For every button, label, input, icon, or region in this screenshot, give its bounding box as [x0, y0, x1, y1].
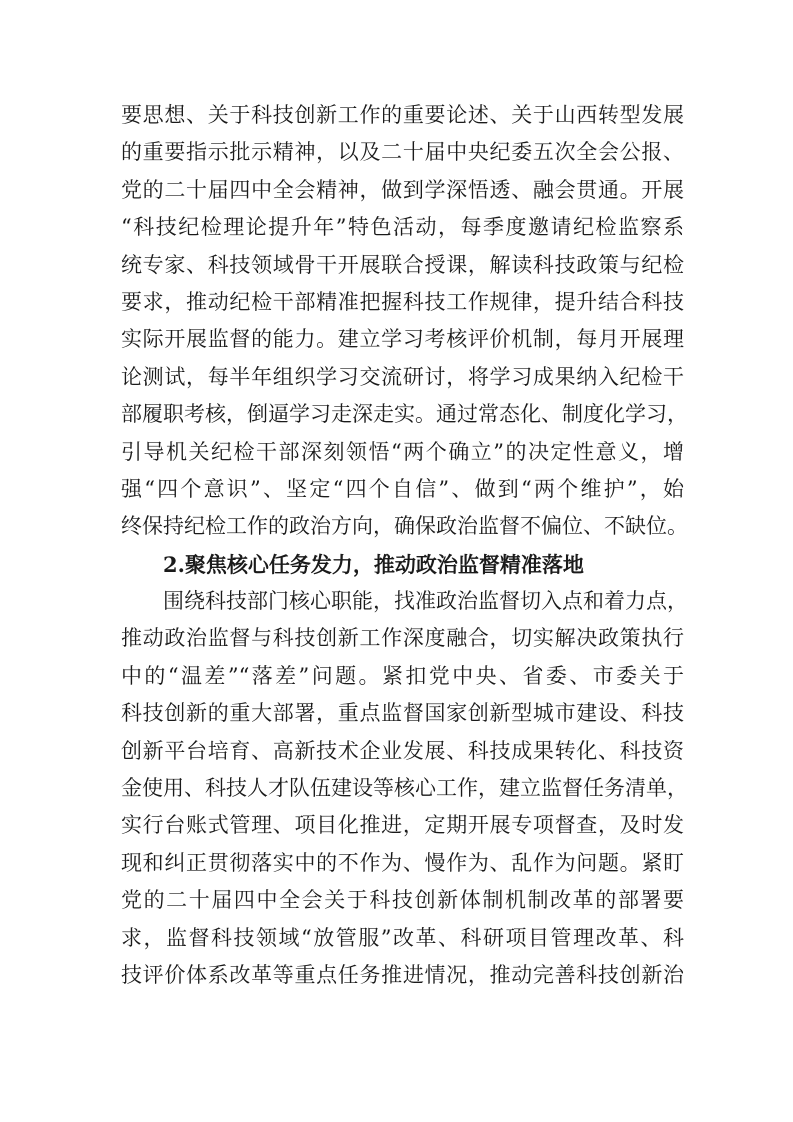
text-line: 实际开展监督的能力。建立学习考核评价机制，每月开展理	[121, 327, 684, 352]
text-line: 实行台账式管理、项目化推进，定期开展专项督查，及时发	[121, 813, 684, 838]
text-line: 部履职考核，倒逼学习走深走实。通过常态化、制度化学习，	[121, 402, 688, 427]
text-line: “科技纪检理论提升年”特色活动，每季度邀请纪检监察系	[121, 215, 684, 240]
text-line: 围绕科技部门核心职能，找准政治监督切入点和着力点，	[163, 589, 688, 614]
text-line: 中的“温差”“落差”问题。紧扣党中央、省委、市委关于	[121, 663, 684, 688]
text-line: 的重要指示批示精神，以及二十届中央纪委五次全会公报、	[121, 140, 684, 165]
text-line: 论测试，每半年组织学习交流研讨，将学习成果纳入纪检干	[121, 364, 684, 389]
text-line: 引导机关纪检干部深刻领悟“两个确立”的决定性意义，增	[121, 439, 684, 464]
text-line: 推动政治监督与科技创新工作深度融合，切实解决政策执行	[121, 626, 684, 651]
text-line: 党的二十届四中全会关于科技创新体制机制改革的部署要	[121, 888, 684, 913]
text-line: 创新平台培育、高新技术企业发展、科技成果转化、科技资	[121, 738, 684, 763]
text-line: 现和纠正贯彻落实中的不作为、慢作为、乱作为问题。紧盯	[121, 850, 684, 875]
text-line: 要思想、关于科技创新工作的重要论述、关于山西转型发展	[121, 103, 684, 127]
paragraph-political-study	[121, 97, 688, 994]
text-line: 党的二十届四中全会精神，做到学深悟透、融会贯通。开展	[121, 177, 684, 202]
text-line: 求，监督科技领域“放管服”改革、科研项目管理改革、科	[121, 925, 684, 950]
text-line: 技评价体系改革等重点任务推进情况，推动完善科技创新治	[121, 962, 684, 987]
text-line: 科技创新的重大部署，重点监督国家创新型城市建设、科技	[121, 701, 684, 726]
section-heading: 2.聚焦核心任务发力，推动政治监督精准落地	[163, 551, 584, 577]
text-line: 要求，推动纪检干部精准把握科技工作规律，提升结合科技	[121, 289, 684, 314]
text-line: 强“四个意识”、坚定“四个自信”、做到“两个维护”，始	[121, 476, 684, 501]
text-line: 金使用、科技人才队伍建设等核心工作，建立监督任务清单，	[121, 776, 688, 801]
text-line: 终保持纪检工作的政治方向，确保政治监督不偏位、不缺位。	[121, 514, 688, 539]
text-line: 统专家、科技领域骨干开展联合授课，解读科技政策与纪检	[121, 252, 684, 277]
